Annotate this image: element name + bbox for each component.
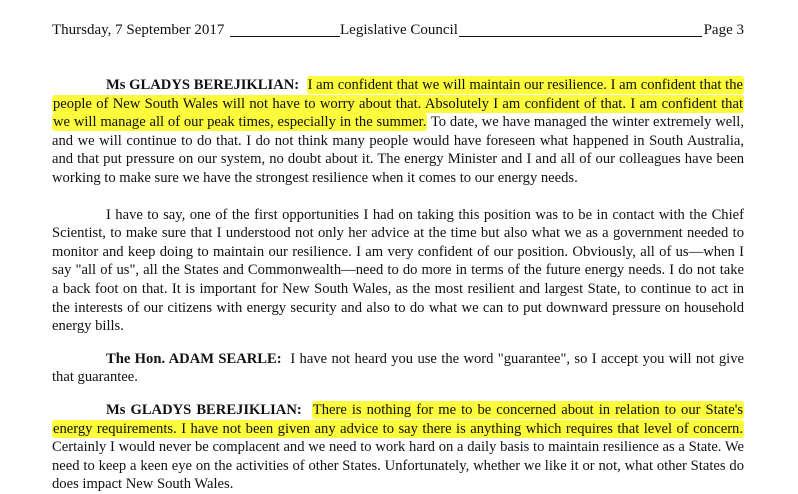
paragraph-text: I have to say, one of the first opportunities I had on taking this position was to be in contact with the Chief Scientist, to make sure that I understood not only her advice at the time but also what we as a government needed to monitor and keep doing to maintain our resilience. I am very confident of our position. Obviously, all of us—when I say "all of us", all the States and Commonwealth—need to do more in terms of the future energy needs. I do not take a back foot on that. It is important for New South Wales, as the most resilient and largest State, to continue to act in the interests of our citizens with energy security and also to do what we can to put downward pressure on household energy bills. — [52, 206, 744, 335]
transcript-body — [52, 76, 744, 494]
speech-paragraph — [52, 206, 744, 336]
paragraph-text: To date, we have managed the winter extremely well, and we will continue to do that. I do not think many people would have foreseen what happened in South Australia, and that put pressure on our system, no doubt about it. The energy Minister and I and all of our colleagues have been working to make sure we have the strongest resilience when it comes to our energy needs. — [52, 114, 744, 186]
header-date: Thursday, 7 September 2017 — [52, 22, 225, 38]
speaker-name: Ms GLADYS BEREJIKLIAN: — [106, 77, 300, 93]
highlighted-text: I am confident that we will maintain our resilience. I am confident that the people of New South Wales will not have to worry about that. Absolutely I am confident of that. I am confident that we will manage all of our peak times, especially in the summer. — [53, 77, 743, 131]
highlighted-text: There is nothing for me to be concerned about in relation to our State's energy requirements. I have not been given any advice to say there is anything which requires that level of concern. — [53, 401, 743, 437]
header-page-number: Page 3 — [703, 22, 744, 38]
speech-paragraph — [52, 401, 744, 494]
header-rule — [230, 36, 340, 37]
speech-paragraph — [52, 76, 744, 188]
header-chamber: Legislative Council — [340, 22, 458, 38]
speech-paragraph — [52, 350, 744, 387]
paragraph-text: Certainly I would never be complacent and we need to work hard on a daily basis to maintain resilience as a State. We need to keep a keen eye on the activities of other States. Unfortunately, whether we like it or not, what other States do does impact New South Wales. — [52, 439, 744, 493]
page-header — [52, 20, 744, 40]
header-rule — [459, 36, 702, 37]
paragraph-text: I have not heard you use the word "guarantee", so I accept you will not give that guarantee. — [52, 350, 744, 386]
speaker-name: The Hon. ADAM SEARLE: — [106, 350, 282, 367]
speaker-name: Ms GLADYS BEREJIKLIAN: — [106, 401, 302, 418]
